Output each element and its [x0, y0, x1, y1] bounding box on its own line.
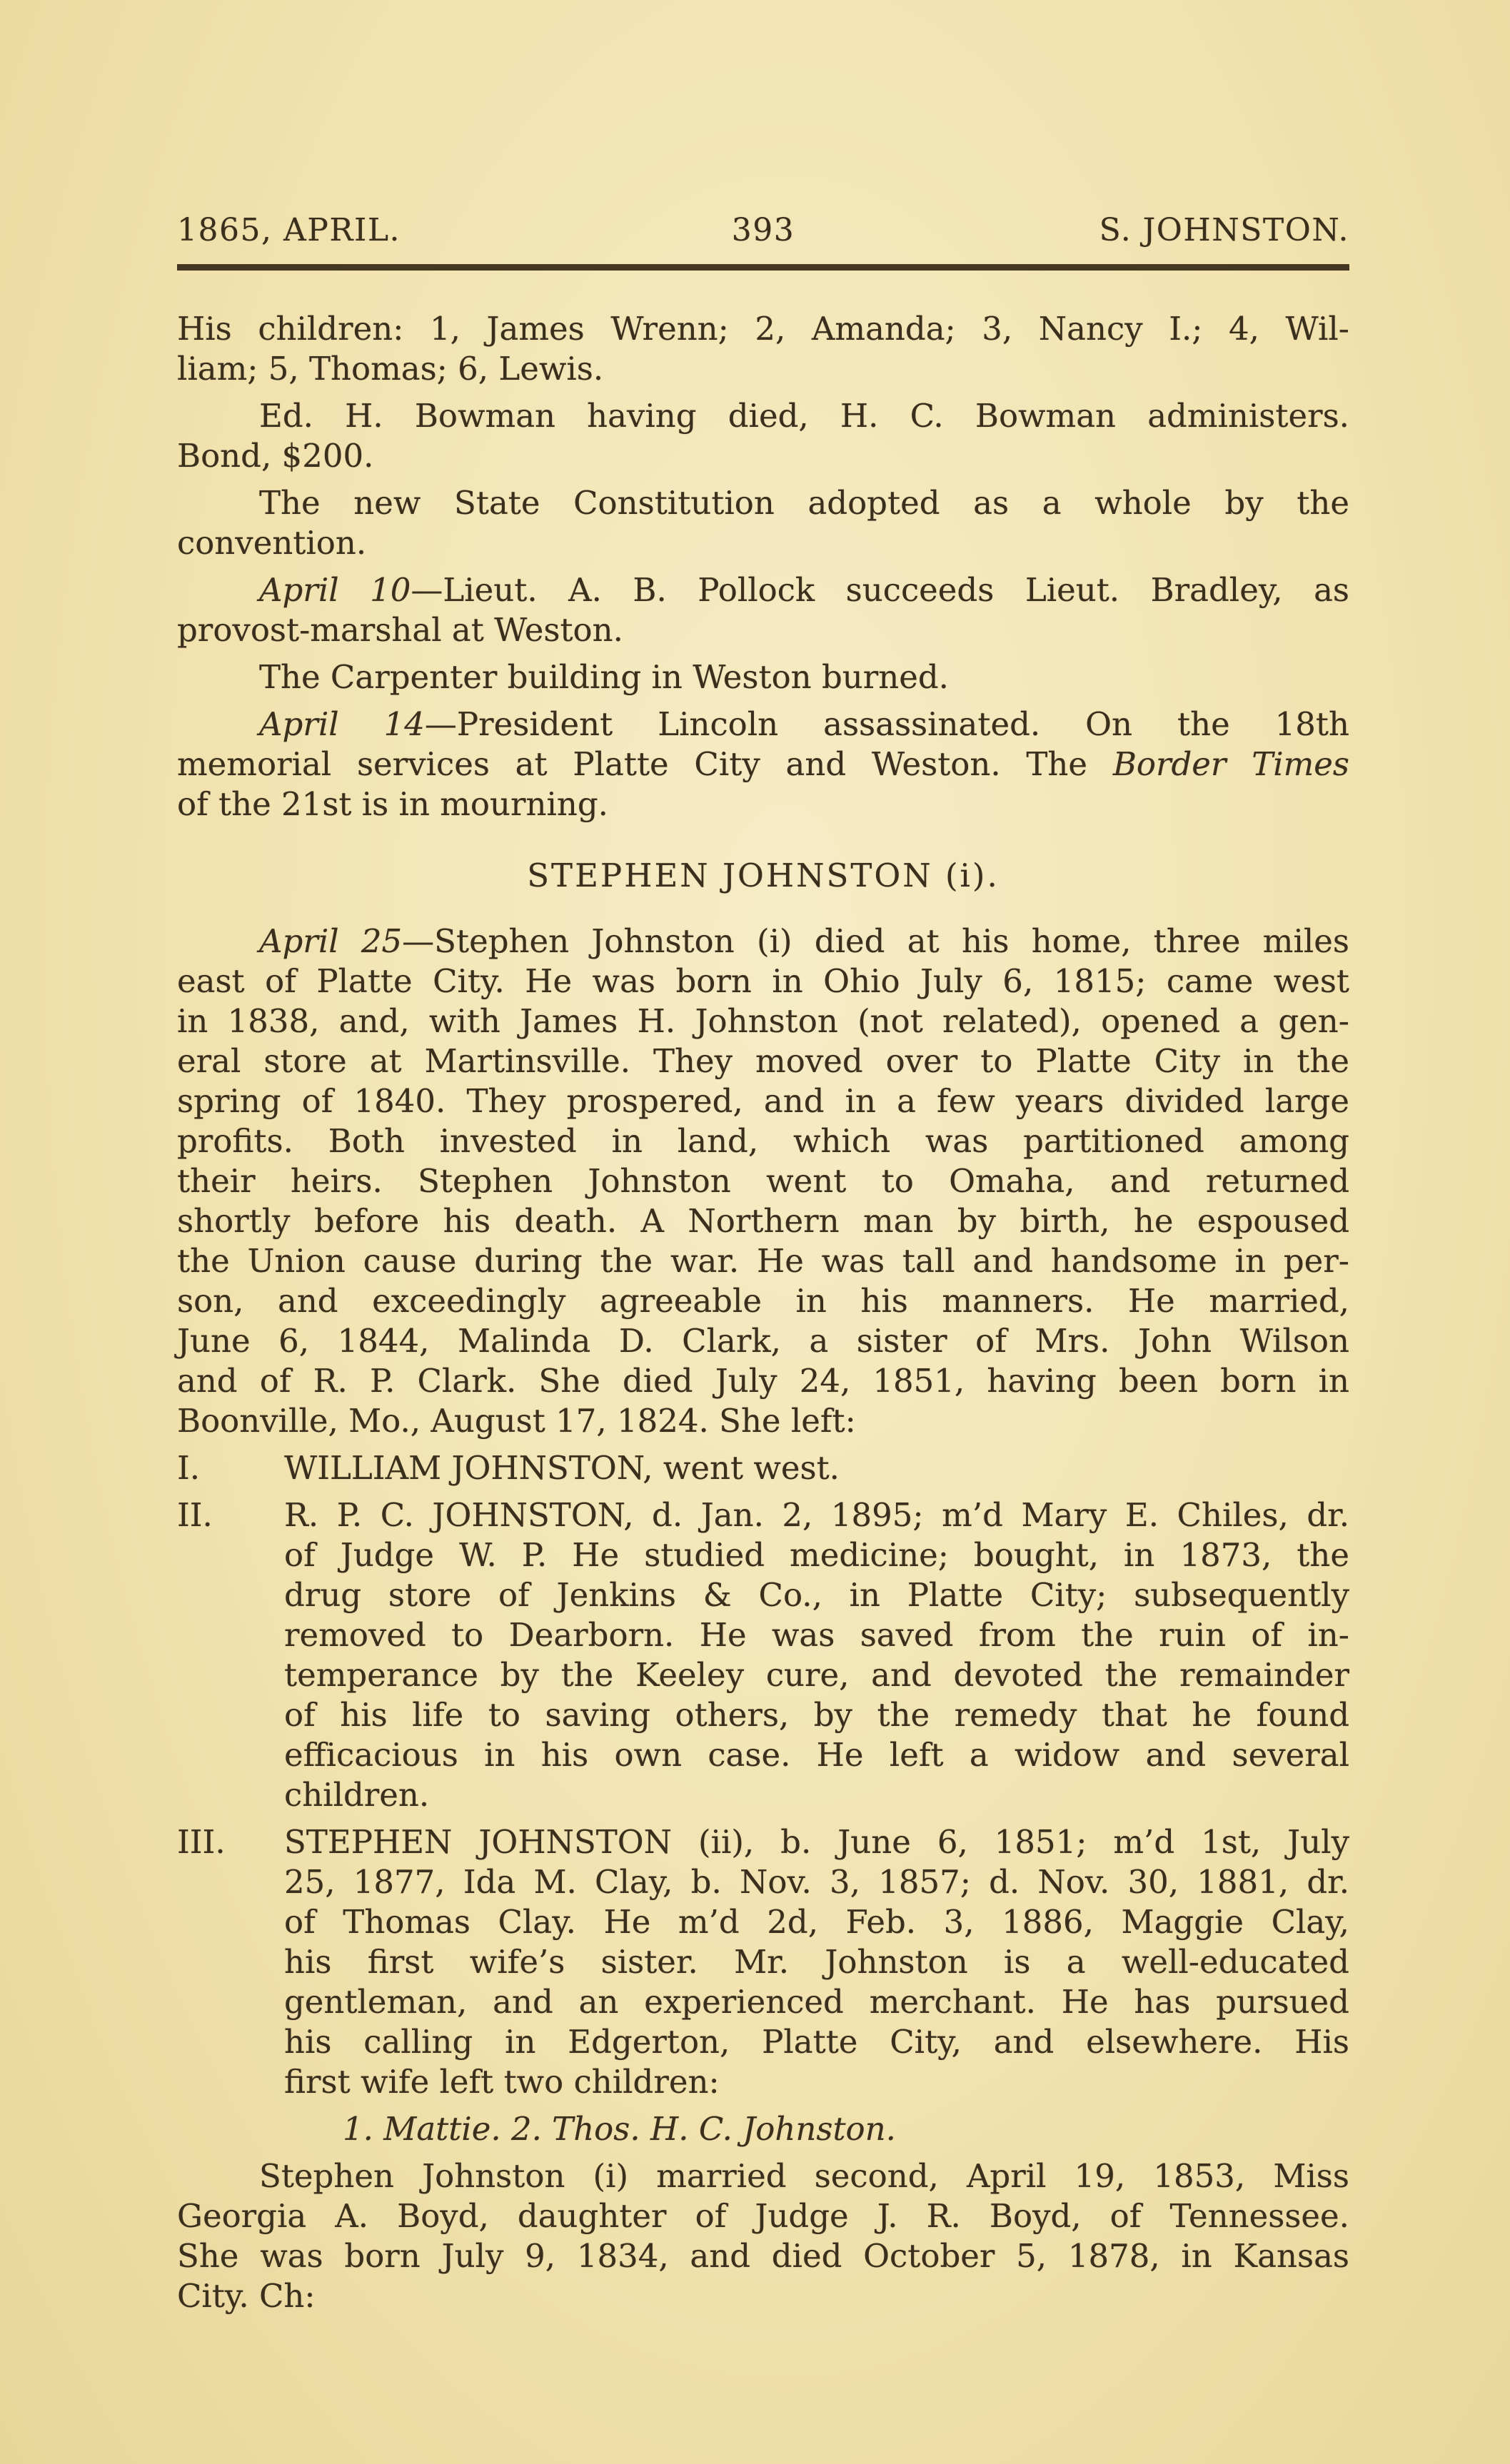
text-line — [177, 1655, 1349, 1695]
text-line — [177, 1361, 1349, 1401]
text-run: June 6, 1844, Malinda D. Clark, a sister of Mrs. John Wilson — [177, 1322, 1349, 1360]
text-run: R. P. C. JOHNSTON, d. Jan. 2, 1895; m’d Mary E. Chiles, dr. — [284, 1496, 1349, 1534]
italic-run: April 10 — [259, 571, 411, 609]
paragraph — [177, 705, 1349, 824]
text-line — [177, 1281, 1349, 1321]
text-run: first wife left two children: — [284, 2063, 720, 2101]
text-line — [177, 1982, 1349, 2022]
text-line — [177, 1822, 1349, 1862]
text-line — [177, 2022, 1349, 2062]
text-line — [177, 1775, 1349, 1815]
italic-run: Border Times — [1112, 745, 1349, 783]
genealogy-list-item — [177, 1822, 1349, 2102]
text-line — [177, 1862, 1349, 1902]
text-run: his calling in Edgerton, Platte City, and elsewhere. His — [284, 2023, 1349, 2061]
text-run: The Carpenter building in Weston burned. — [259, 658, 949, 696]
text-line — [177, 436, 1349, 476]
paragraph — [177, 657, 1349, 697]
text-line — [177, 1448, 1349, 1488]
text-line — [177, 1201, 1349, 1241]
genealogy-list-item — [177, 1448, 1349, 1488]
text-run: in 1838, and, with James H. Johnston (not related), opened a gen- — [177, 1002, 1349, 1040]
genealogy-list-item — [177, 1495, 1349, 1815]
text-line — [177, 523, 1349, 563]
text-line — [177, 1575, 1349, 1615]
text-run: children. — [284, 1776, 430, 1814]
text-line — [177, 1161, 1349, 1201]
text-line — [177, 1241, 1349, 1281]
text-line — [177, 1902, 1349, 1942]
text-line — [177, 961, 1349, 1001]
text-line — [177, 1041, 1349, 1081]
paragraph — [177, 396, 1349, 476]
text-run: drug store of Jenkins & Co., in Platte City; subsequently — [284, 1576, 1349, 1614]
text-line — [177, 1495, 1349, 1535]
text-line — [177, 2062, 1349, 2102]
running-header — [177, 214, 1349, 247]
text-line — [177, 1321, 1349, 1361]
italic-run: April 14 — [259, 705, 425, 743]
text-line — [177, 1735, 1349, 1775]
text-run: son, and exceedingly agreeable in his manners. He married, — [177, 1282, 1349, 1320]
text-run: temperance by the Keeley cure, and devoted the remainder — [284, 1656, 1349, 1694]
text-run: of Thomas Clay. He m’d 2d, Feb. 3, 1886, Maggie Clay, — [284, 1903, 1349, 1941]
text-line — [177, 610, 1349, 650]
roman-numeral: III. — [177, 1823, 226, 1861]
text-line — [177, 1615, 1349, 1655]
text-line — [177, 1695, 1349, 1735]
text-line — [177, 922, 1349, 961]
text-run: The new State Constitution adopted as a whole by the — [259, 484, 1349, 522]
text-run: liam; 5, Thomas; 6, Lewis. — [177, 350, 604, 388]
header-rule — [177, 264, 1349, 271]
text-run: shortly before his death. A Northern man by birth, he espoused — [177, 1202, 1349, 1240]
text-run: City. Ch: — [177, 2277, 316, 2315]
paragraph — [177, 483, 1349, 563]
text-line — [177, 1401, 1349, 1441]
text-run: efficacious in his own case. He left a widow and several — [284, 1736, 1349, 1774]
text-line — [177, 2236, 1349, 2276]
text-run: east of Platte City. He was born in Ohio July 6, 1815; came west — [177, 962, 1349, 1000]
roman-numeral: I. — [177, 1449, 201, 1487]
text-run: and of R. P. Clark. She died July 24, 1851, having been born in — [177, 1362, 1349, 1400]
paragraph — [177, 922, 1349, 1441]
text-run: WILLIAM JOHNSTON, went west. — [284, 1449, 840, 1487]
text-run: Ed. H. Bowman having died, H. C. Bowman administers. — [259, 397, 1349, 435]
page-number: 393 — [731, 212, 795, 248]
header-date: 1865, APRIL. — [177, 212, 401, 248]
text-line — [177, 784, 1349, 824]
text-run: STEPHEN JOHNSTON (i). — [527, 857, 1000, 894]
text-line — [177, 396, 1349, 436]
text-line — [177, 1942, 1349, 1982]
text-run: the Union cause during the war. He was tall and handsome in per- — [177, 1242, 1349, 1280]
text-line — [177, 705, 1349, 744]
text-run: of Judge W. P. He studied medicine; bought, in 1873, the — [284, 1536, 1349, 1574]
text-run: removed to Dearborn. He was saved from the ruin of in- — [284, 1616, 1349, 1654]
text-line — [177, 657, 1349, 697]
page-body — [177, 309, 1349, 2316]
text-run: gentleman, and an experienced merchant. He has pursued — [284, 1983, 1349, 2021]
text-run: convention. — [177, 524, 367, 562]
text-line — [177, 309, 1349, 349]
text-run: —Lieut. A. B. Pollock succeeds Lieut. Bradley, as — [411, 571, 1349, 609]
text-line — [177, 349, 1349, 389]
text-line — [177, 2276, 1349, 2316]
text-run: spring of 1840. They prospered, and in a few years divided large — [177, 1082, 1349, 1120]
text-run: provost-marshal at Weston. — [177, 611, 623, 649]
text-line — [177, 2156, 1349, 2196]
text-run: eral store at Martinsville. They moved over to Platte City in the — [177, 1042, 1349, 1080]
text-line — [177, 1001, 1349, 1041]
text-run: —Stephen Johnston (i) died at his home, three miles — [402, 922, 1349, 960]
roman-numeral: II. — [177, 1496, 213, 1534]
italic-run: April 25 — [259, 922, 403, 960]
text-run: Bond, $200. — [177, 437, 374, 475]
paragraph — [177, 309, 1349, 389]
text-run: of his life to saving others, by the remedy that he found — [284, 1696, 1349, 1734]
text-run: their heirs. Stephen Johnston went to Omaha, and returned — [177, 1162, 1349, 1200]
text-run: memorial services at Platte City and Weston. The — [177, 745, 1113, 783]
text-run: of the 21st is in mourning. — [177, 785, 608, 823]
text-line — [177, 1081, 1349, 1121]
header-surname: S. JOHNSTON. — [1099, 212, 1349, 248]
text-run: Boonville, Mo., August 17, 1824. She left: — [177, 1402, 856, 1440]
text-line — [177, 1535, 1349, 1575]
text-run: —President Lincoln assassinated. On the 18th — [424, 705, 1349, 743]
text-line — [177, 2109, 1349, 2149]
paragraph — [177, 570, 1349, 650]
section-heading — [177, 856, 1349, 896]
text-run: 25, 1877, Ida M. Clay, b. Nov. 3, 1857; d. Nov. 30, 1881, dr. — [284, 1863, 1349, 1901]
text-run: Stephen Johnston (i) married second, April 19, 1853, Miss — [259, 2157, 1349, 2195]
text-line — [177, 570, 1349, 610]
text-line — [177, 2196, 1349, 2236]
text-run: Georgia A. Boyd, daughter of Judge J. R. Boyd, of Tennessee. — [177, 2197, 1349, 2235]
paragraph — [177, 2156, 1349, 2316]
text-line — [177, 744, 1349, 784]
text-run: She was born July 9, 1834, and died October 5, 1878, in Kansas — [177, 2237, 1349, 2275]
text-line — [177, 483, 1349, 523]
text-run: profits. Both invested in land, which was partitioned among — [177, 1122, 1349, 1160]
children-subline — [177, 2109, 1349, 2149]
text-line — [177, 856, 1349, 896]
text-run: his first wife’s sister. Mr. Johnston is a well-educated — [284, 1943, 1349, 1981]
text-line — [177, 1121, 1349, 1161]
text-run: STEPHEN JOHNSTON (ii), b. June 6, 1851; m’d 1st, July — [284, 1823, 1349, 1861]
text-run: His children: 1, James Wrenn; 2, Amanda; 3, Nancy I.; 4, Wil- — [177, 310, 1349, 348]
italic-run: 1. Mattie. 2. Thos. H. C. Johnston. — [343, 2110, 896, 2148]
